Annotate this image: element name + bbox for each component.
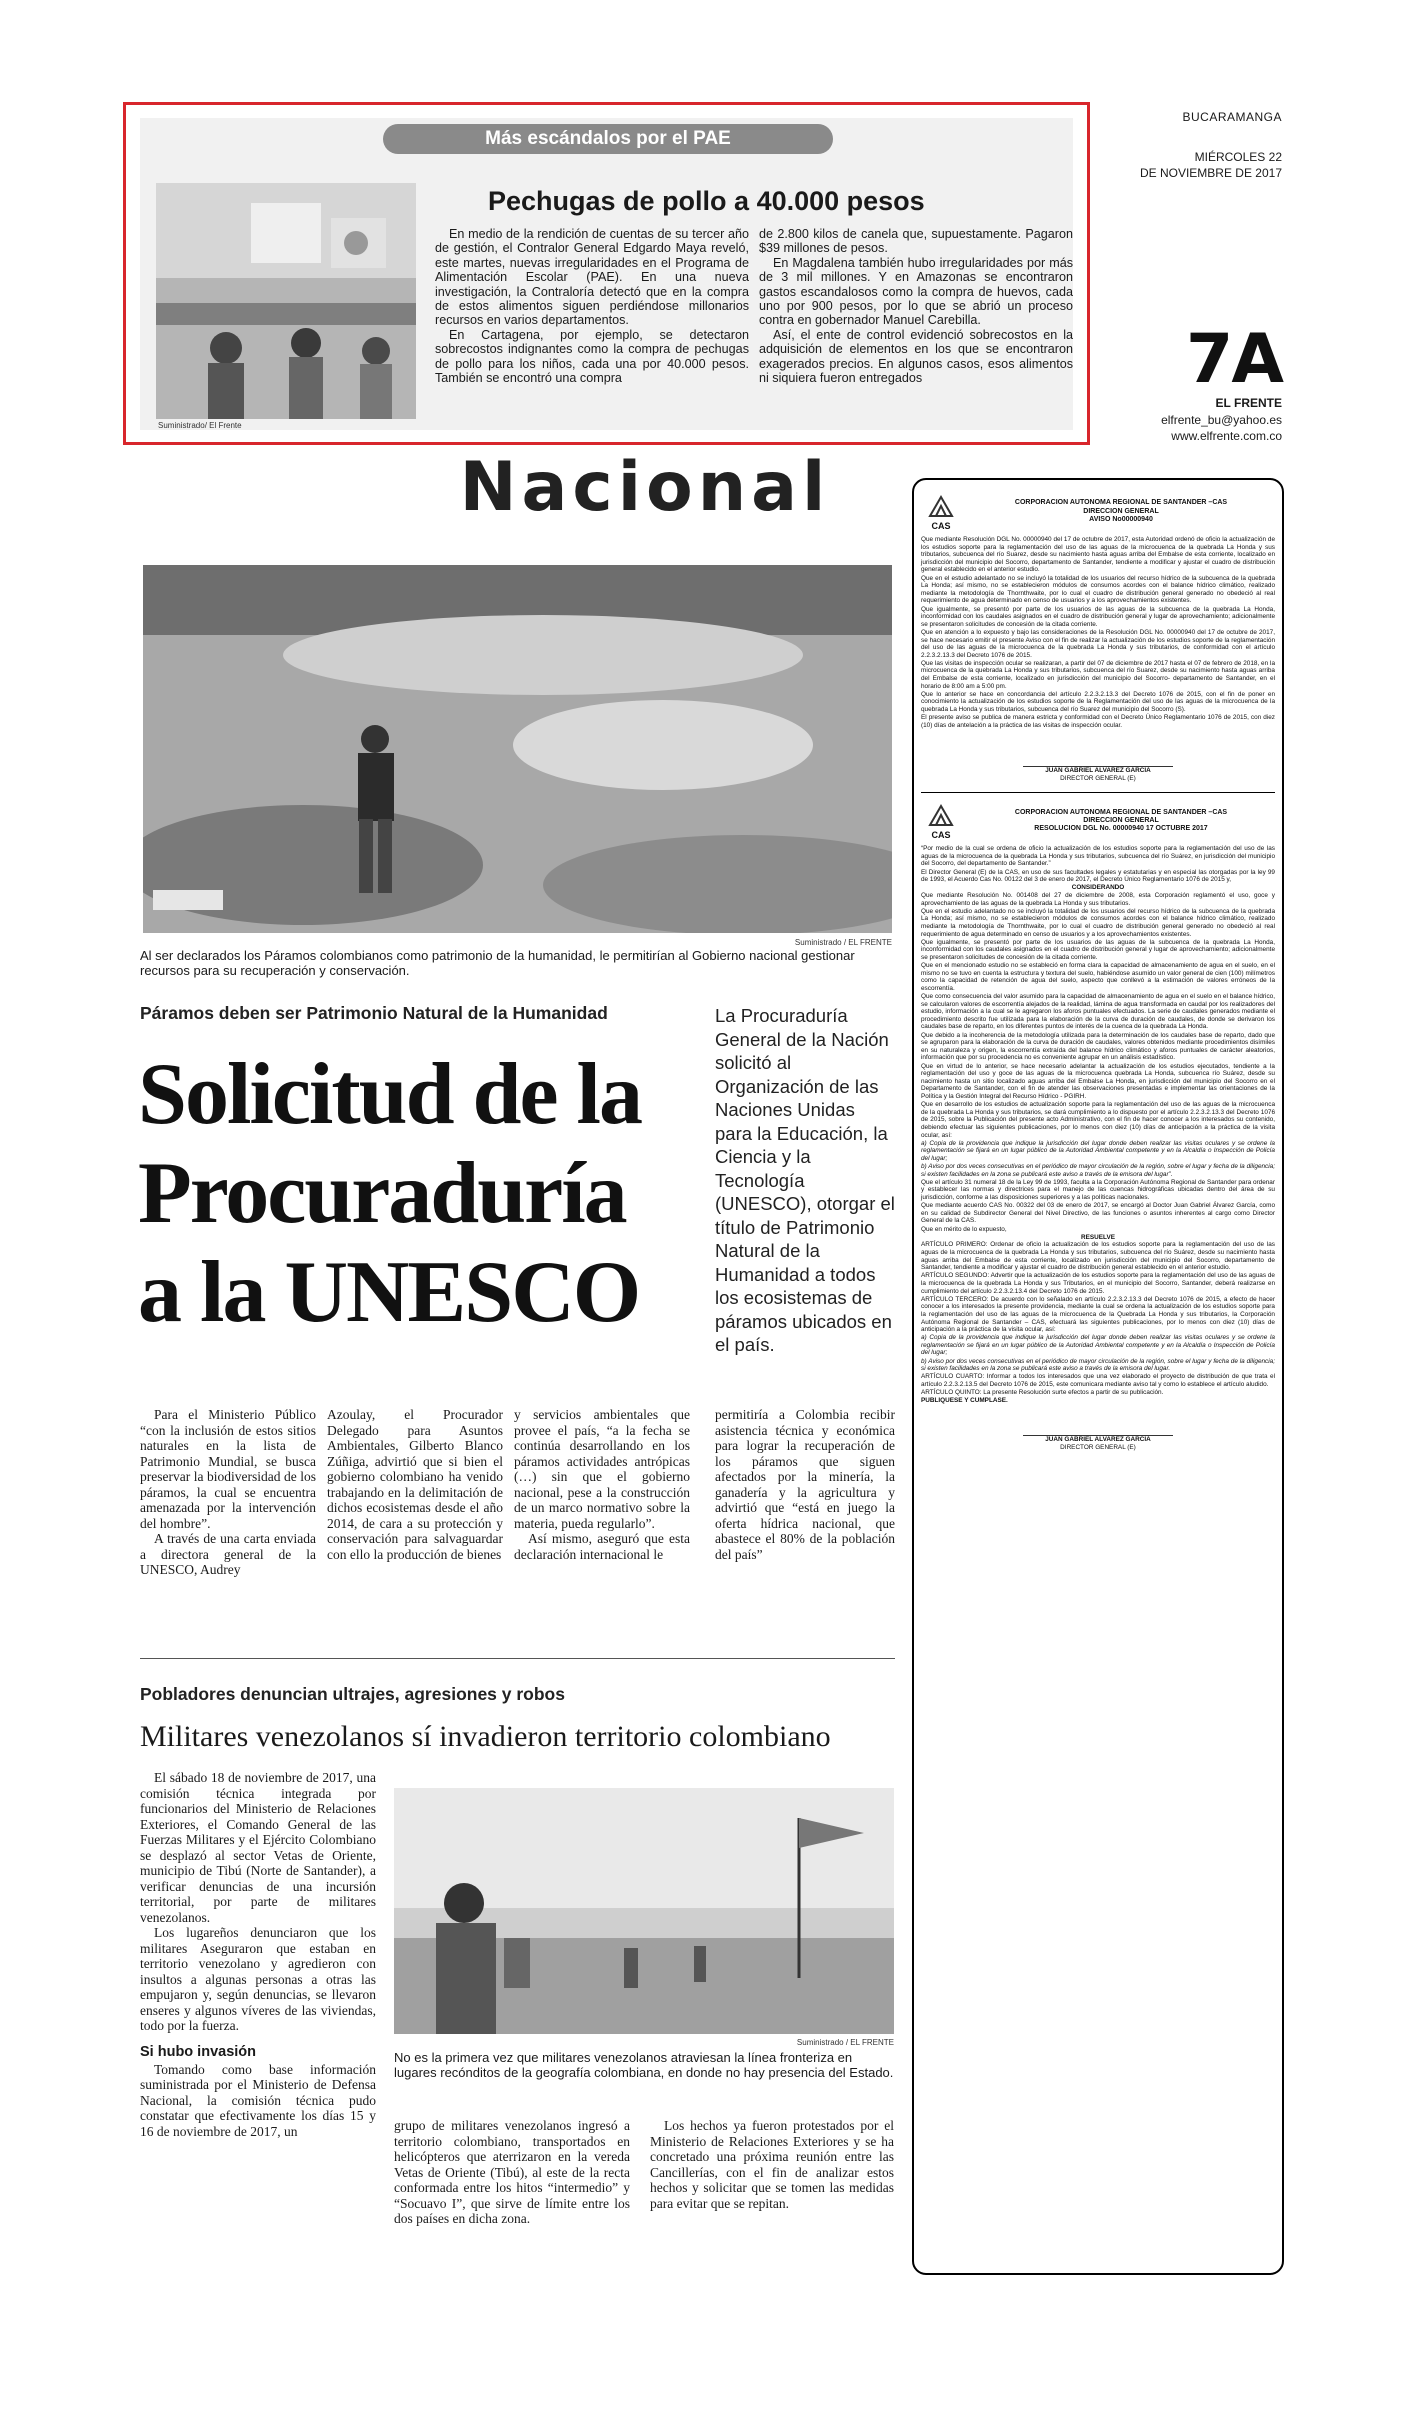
teaser-tag — [383, 124, 833, 154]
cas-logo-text: CAS — [931, 520, 951, 531]
teaser-col1 — [435, 227, 749, 385]
teaser-col2 — [759, 227, 1073, 385]
school-lunch-photo — [156, 183, 416, 419]
cas-logo — [921, 494, 961, 530]
paper-web: www.elfrente.com.co — [1171, 429, 1282, 443]
cas-org-2: CORPORACION AUTONOMA REGIONAL DE SANTANDER –CAS — [1014, 808, 1228, 816]
story2-col3 — [650, 2118, 894, 2211]
story1-headline-line3: a la UNESCO — [138, 1244, 640, 1341]
masthead-date-1: MIÉRCOLES 22 — [1194, 150, 1282, 164]
cas-aviso — [921, 488, 1275, 782]
story1-col1-p1: Para el Ministerio Público “con la inclusión de estos sitios naturales en la lista de Patrimonio Mundial, se busca preservar la biodiversidad de los páramos, la cual se encuentra amenazada por la intervención del hombre”. — [140, 1407, 316, 1531]
cas-logo-text-2: CAS — [931, 829, 951, 840]
res-c4: Que en el mencionado estudio no se estableció en forma clara la capacidad de almacenamiento de agua en el suelo, en el mismo no se tuvo en cuenta la estructura y textura del suelo, habiéndose asumido un valor general de cien (100) milímetros como la capacidad de retención de agua del suelo, aspecto que conllevó a la estimación de valores erróneos de la escorrentía. — [921, 962, 1275, 992]
res-c12: Que mediante acuerdo CAS No. 00322 del 03 de enero de 2017, se encargó al Doctor Juan Gabriel Álvarez García, como en su calidad de Subdirector General del Nivel Directivo, de las funciones o asuntos inherentes al cargo como Director General de la CAS. — [921, 1202, 1275, 1225]
military-image — [394, 1788, 894, 2034]
res-art2: ARTÍCULO SEGUNDO: Advertir que la actualización de los estudios soporte para la reglamentación del uso de las aguas de la microcuenca de la quebrada La Honda y sus Tributarios, en el municipio del Socorro, Santander, deberá realizarse en cumplimiento del artículo 2.2.3.2.13.4 del Decreto 1076 de 2015. — [921, 1272, 1275, 1295]
cas-notice — [912, 478, 1284, 2275]
story-divider — [140, 1658, 895, 1659]
res-c9: a) Copia de la providencia que indique la jurisdicción del lugar donde deben realizar las visitas oculares y se ordene la reglamentación se fijará en un lugar público de la Autoridad Ambiental competente y en la Alcaldía o Inspección de Policía del lugar; — [921, 1139, 1275, 1162]
masthead-city: BUCARAMANGA — [1182, 110, 1282, 124]
cas-resolucion — [921, 797, 1275, 1451]
res-art5: ARTÍCULO QUINTO: La presente Resolución surte efectos a partir de su publicación. — [921, 1389, 1164, 1397]
res-c13: Que en mérito de lo expuesto, — [921, 1225, 1007, 1233]
cas-org: CORPORACION AUTONOMA REGIONAL DE SANTANDER –CAS — [1014, 499, 1228, 507]
story2-col1 — [140, 1770, 376, 2139]
res-c6: Que debido a la incoherencia de la metodología utilizada para la determinación de los caudales base de reparto, dado que se agruparon para la elaboración de la curva de duración de caudales, valores obtenidos mediante procedimientos disímiles en su naturaleza y origen, la escorrentía extraída del balance hídrico climático y aforos puntuales de carácter aleatorios, información que por su procedencia no es conveniente agrupar en un análisis estadístico. — [921, 1031, 1275, 1062]
res-art1: ARTÍCULO PRIMERO: Ordenar de oficio la actualización de los estudios soporte para la reglamentación del uso de las aguas de la microcuenca de la quebrada La Honda y sus tributarios, subcuenca del río Suárez, desde su nacimiento hasta aguas arriba del Embalse de esta corriente, localizado en jurisdicción del municipio del Socorro, departamento de Santander, tendiente a modificar y ajustar el cuadro de distribución general establecido en el anterior estudio. — [921, 1241, 1275, 1272]
res-intro: “Por medio de la cual se ordena de oficio la actualización de los estudios soporte para la reglamentación del uso de las aguas de la microcuenca de la quebrada La Honda y sus tributarios, subcuenca del río Suárez, en jurisdicción del municipio del Socorro, del departamento de Santander.” — [921, 845, 1275, 868]
cas-res-title: RESOLUCION DGL No. 00000940 17 OCTUBRE 2017 — [1034, 825, 1208, 833]
military-photo — [394, 1788, 894, 2034]
res-c10: b) Aviso por dos veces consecutivas en el periódico de mayor circulación de la región, sobre el lugar y fecha de la diligencia; si existen facilidades en la zona se publicará este aviso a través de la emisora del lugar”. — [921, 1163, 1275, 1178]
aviso-p4: Que en atención a lo expuesto y bajo las consideraciones de la Resolución DGL No. 00000940 del 17 de octubre de 2017, se hace necesario emitir el presente Aviso con el fin de realizar la actualización de los estudios soporte de la reglamentación del uso de las aguas de la microcuenca de la quebrada La Honda y sus tributarios, de conformidad con el artículo 2.2.3.2.13.3 del Decreto 1076 de 2015. — [921, 628, 1275, 659]
res-art3b: b) Aviso por dos veces consecutivas en el periódico de mayor circulación de la región, sobre el lugar y fecha de la diligencia; si existen facilidades en la zona se publicará este aviso a través de la emisora del lugar. — [921, 1357, 1275, 1373]
story2-subhead: Si hubo invasión — [140, 2043, 257, 2060]
teaser-photo — [156, 183, 416, 419]
res-closing: PUBLIQUESE Y CUMPLASE. — [921, 1397, 1008, 1405]
story2-col1-p1: El sábado 18 de noviembre de 2017, una comisión técnica integrada por funcionarios del Ministerio de Relaciones Exteriores, el Comando General de las Fuerzas Militares y el Ejército Colombiano se desplazó al sector Vetas de Oriente, municipio de Tibú (Norte de Santander), a verificar denuncias de una incursión territorial, por parte de militares venezolanos. — [140, 1770, 376, 1925]
res-art4: ARTÍCULO CUARTO: Informar a todos los interesados que una vez elaborado el proyecto de distribución de que trata el artículo 2.2.3.2.13.5 del Decreto 1076 de 2015, este comunicara mediante aviso tal y como lo establece el artículo aludido. — [921, 1373, 1275, 1389]
paramo-photo — [143, 565, 892, 933]
aviso-signer: JUAN GABRIEL ALVAREZ GARCIA — [1045, 767, 1151, 774]
paramo-image — [143, 565, 892, 933]
res-c3: Que igualmente, se presentó por parte de los usuarios de las aguas de la subcuenca de la quebrada La Honda, inconformidad con los caudales asignados en el cuadro de distribución general y lugar de aprovechamiento; adicionalmente se presentaron solicitudes de concesión de la citada corriente. — [921, 938, 1275, 961]
teaser-box — [123, 102, 1090, 445]
story1-col1-p2: A través de una carta enviada a directora general de la UNESCO, Audrey — [140, 1531, 316, 1577]
res-c1: Que mediante Resolución No. 001408 del 27 de diciembre de 2008, esta Corporación reglamentó el uso, goce y aprovechamiento de las aguas de la quebrada La Honda y sus tributarios. — [921, 891, 1275, 907]
teaser-col1-p1: En medio de la rendición de cuentas de su tercer año de gestión, el Contralor General Edgardo Maya reveló, este martes, nuevas irregularidades en el Programa de Alimentación Escolar (PAE). En una nueva investigación, la Contraloría detectó que en la compra de estos alimentos siguen perdiéndose millonarios recursos en varios departamentos. — [435, 227, 749, 328]
story1-headline-line1: Solicitud de la — [138, 1046, 641, 1143]
aviso-p1: Que mediante Resolución DGL No. 00000940 del 17 de octubre de 2017, esta Autoridad ordenó de oficio la actualización de los estudios soporte para la reglamentación del uso de las aguas de la microcuenca de la quebrada La Honda y sus tributarios, subcuenca del río Suarez, desde su nacimiento hasta aguas arriba del Embalse de esta corriente, localizado en jurisdicción del municipio del Socorro, departamento de Santander, tendiente a modificar y ajustar el cuadro de distribución general establecido en el anterior estudio. — [921, 536, 1275, 574]
story2-col1-p3: Tomando como base información suministrada por el Ministerio de Defensa Nacional, la comisión técnica pudo constatar que efectivamente los días 15 y 16 de noviembre de 2017, un — [140, 2061, 376, 2139]
military-photo-credit: Suministrado / EL FRENTE — [796, 2038, 894, 2047]
teaser-col2-p1: de 2.800 kilos de canela que, supuestamente. Pagaron $39 millones de pesos. — [759, 227, 1073, 256]
story1-headline — [138, 1045, 708, 1342]
teaser-col1-p2: En Cartagena, por ejemplo, se detectaron sobrecostos indignantes como la compra de pechugas de pollo para los niños, cada una por 40.000 pesos. También se encontró una compra — [435, 327, 749, 386]
res-resuelve: RESUELVE — [1081, 1233, 1115, 1241]
cas-logo-2 — [921, 803, 961, 839]
aviso-p7: El presente aviso se publica de manera estricta y conformidad con el Decreto Único Reglamentario 1076 de 2015, con diez (10) días de antelación a la práctica de las visitas de inspección ocular. — [921, 714, 1275, 729]
res-c11: Que el artículo 31 numeral 18 de la Ley 99 de 1993, faculta a la Corporación Autónoma Regional de Santander para ordenar y establecer las normas y directrices para el manejo de las cuencas hidrográficas ubicadas dentro del área de su jurisdicción, conforme a las disposiciones superiores y a las políticas nacionales. — [921, 1178, 1275, 1202]
story1-kicker: Páramos deben ser Patrimonio Natural de la Humanidad — [140, 1003, 608, 1023]
story1-headline-line2: Procuraduría — [138, 1145, 626, 1242]
cas-logo-icon-2 — [926, 803, 956, 829]
teaser-title: Pechugas de pollo a 40.000 pesos — [488, 186, 925, 216]
aviso-signer-role: DIRECTOR GENERAL (E) — [1060, 774, 1136, 782]
story1-col4 — [715, 1407, 895, 1562]
story2-col2-p1: grupo de militares venezolanos ingresó a territorio colombiano, transportados en helicópteros que aterrizaron en la vereda Vetas de Oriente (Tibú), al este de la recta conformada entre los hitos “intermedio” y “Socuavo I”, que sirve de límite entre los dos países en dicha zona. — [394, 2118, 630, 2226]
aviso-p3: Que igualmente, se presentó por parte de los usuarios de las aguas de la subcuenca de la quebrada La Honda, inconformidad con los caudales asignados en el cuadro de distribución general y lugar de aprovechamiento; adicionalmente se presentaron solicitudes de concesión de la citada corriente. — [921, 605, 1275, 628]
story1-col1 — [140, 1407, 316, 1578]
teaser-tag-text: Más escándalos por el PAE — [485, 128, 731, 149]
paramo-photo-credit: Suministrado / EL FRENTE — [794, 938, 892, 947]
story1-col4-p1: permitiría a Colombia recibir asistencia técnica y económica para lograr la recuperación de los páramos que siguen afectados por la minería, la ganadería y la agricultura y advirtió que “está en juego la oferta hídrica nacional, que abastece el 80% de la población del país” — [715, 1407, 895, 1562]
cas-dir: DIRECCION GENERAL — [1083, 507, 1159, 515]
story2-headline: Militares venezolanos sí invadieron territorio colombiano — [140, 1720, 831, 1753]
res-art3: ARTÍCULO TERCERO: De acuerdo con lo señalado en artículo 2.2.3.2.13.3 del Decreto 1076 de 2015, a efecto de hacer conocer a los interesados la presente providencia, mediante la cual se ordena la actualización de los estudios soporte para la reglamentación del uso de las aguas de la microcuenca de la Quebrada La Honda y sus tributarios, la Corporación Autónoma Regional de Santander – CAS, efectuará las siguientes publicaciones, por lo menos con diez (10) días de anticipación a la práctica de la visita ocular, así: — [921, 1295, 1275, 1334]
teaser-photo-credit: Suministrado/ El Frente — [158, 421, 242, 430]
res-c8: Que en desarrollo de los estudios de actualización soporte para la reglamentación del uso de las aguas de la microcuenca de la quebrada La Honda y sus tributarios, se dará cumplimiento a lo dispuesto por el artículo 2.2.3.2.13.3 del Decreto 1076 de 2015, sobre la Publicación del presente acto Administrativo, con el fin de hacer conocer a los interesados su contenido, debiendo efectuar las siguientes publicaciones, por lo menos con diez (10) días de anticipación a la práctica de la visita ocular, así: — [921, 1101, 1275, 1139]
story2-col1-p2: Los lugareños denunciaron que los militares Aseguraron que estaban en territorio venezolano y agredieron con insultos a algunas personas a otras las empujaron y, según denuncias, se llevaron enseres y algunos víveres de las viviendas, todo por la fuerza. — [140, 1925, 376, 2033]
cas-logo-icon — [926, 494, 956, 520]
teaser-col2-p2: En Magdalena también hubo irregularidades por más de 3 mil millones. Y en Amazonas se encontraron gastos escandalosos como la compra de huevos, cada uno por 900 pesos, por lo que se abrió un proceso contra en gobernador Manuel Carebilla. — [759, 255, 1073, 328]
story1-col3-p1: y servicios ambientales que provee el país, “a la fecha se continúa desarrollando en los páramos actividades antrópicas (…) sin que el gobierno nacional, pese a la construcción de un marco normativo sobre la materia, pueda regularlo”. — [514, 1407, 690, 1531]
cas-dir-2: DIRECCION GENERAL — [1083, 816, 1159, 824]
story2-col3-p1: Los hechos ya fueron protestados por el Ministerio de Relaciones Exteriores y se ha concretado una próxima reunión entre las Cancillerías, con el fin de analizar estos hechos y solicitar que se tomen las medidas para evitar que se repitan. — [650, 2118, 894, 2211]
aviso-p6: Que lo anterior se hace en concordancia del artículo 2.2.3.2.13.3 del Decreto 1076 de 2015, con el fin de poner en conocimiento la actualización de los estudios soporte de la Reglamentación del uso de las aguas de la microcuenca de la quebrada La Honda y sus tributarios, subcuenca del río Suarez del municipio del Socorro (S). — [921, 690, 1275, 714]
story1-col3 — [514, 1407, 690, 1562]
paramo-caption: Al ser declarados los Páramos colombianos como patrimonio de la humanidad, le permitirían al Gobierno nacional gestionar recursos para su recuperación y conservación. — [140, 948, 855, 978]
cas-aviso-title: AVISO No00000940 — [1089, 516, 1153, 524]
masthead-date-2: DE NOVIEMBRE DE 2017 — [1139, 166, 1282, 180]
story1-col3-p2: Así mismo, aseguró que esta declaración internacional le — [514, 1531, 690, 1562]
story2-col2 — [394, 2118, 630, 2227]
section-title: Nacional — [459, 448, 831, 527]
res-body1: El Director General (E) de la CAS, en uso de sus facultades legales y estatutarias y en especial las otorgadas por la ley 99 de 1993, el Acuerdo Cas No. 00122 del 3 de enero de 2017, el Decreto Único Reglamentario 1076 de 2015 y, — [921, 868, 1275, 884]
aviso-p2: Que en el estudio adelantado no se incluyó la totalidad de los usuarios del recurso hídrico de la subcuenca de la quebrada La Honda; así mismo, no se establecieron módulos de consumos acordes con el balance hídrico climático, realizado mediante la metodología de Thornthwaite, por lo cual el cuadro de distribución general generado no obedeció al real requerimiento de agua determinado en censo de usuarios y a los aprovechamientos existentes. — [921, 574, 1275, 605]
page-number: 7A — [1186, 320, 1282, 399]
story2-kicker: Pobladores denuncian ultrajes, agresiones y robos — [140, 1684, 565, 1704]
military-caption: No es la primera vez que militares venezolanos atraviesan la línea fronteriza en lugares recónditos de la geografía colombiana, en donde no hay presencia del Estado. — [394, 2050, 894, 2080]
aviso-p5: Que las visitas de inspección ocular se realizaran, a partir del 07 de diciembre de 2017 hasta el 07 de febrero de 2018, en la microcuenca de la quebrada La Honda y sus tributarios, subcuenca del río Suarez, desde su nacimiento hasta aguas arriba del Embalse de esta corriente, localizado en jurisdicción del municipio del Socorro- departamento de Santander, en el horario de 8:00 am a 5:00 pm. — [921, 659, 1275, 690]
res-c7: Que en virtud de lo anterior, se hace necesario adelantar la actualización de los estudios ejecutados, tendiente a la reglamentación del uso y goce de las aguas de la microcuenca quebrada La Honda, subcuenca río Suárez, desde su nacimiento hasta un sitio localizado aguas arriba del Embalse La Honda, en jurisdicción del municipio del Socorro en el Departamento de Santander, con el fin de atender las observaciones presentadas e implementar las orientaciones de la Política y la Gestión Integral del Recurso Hídrico - PGIRH. — [921, 1062, 1275, 1100]
res-signer-role: DIRECTOR GENERAL (E) — [1060, 1443, 1136, 1451]
res-signer: JUAN GABRIEL ALVAREZ GARCIA — [1045, 1436, 1151, 1443]
res-considerando: CONSIDERANDO — [1071, 884, 1125, 892]
paper-name: EL FRENTE — [1215, 396, 1282, 410]
teaser-col2-p3: Así, el ente de control evidenció sobrecostos en la adquisición de elementos en los que se encontraron exagerados precios. En algunos casos, esos alimentos ni siquiera fueron entregados — [759, 327, 1073, 386]
res-c2: Que en el estudio adelantado no se incluyó la totalidad de los usuarios del recurso hídrico de la subcuenca de la quebrada La Honda; así mismo, no se establecieron módulos de consumos acordes con el balance hídrico climático, realizado mediante la metodología de Thornthwaite, por lo cual el cuadro de distribución general generado no obedeció al real requerimiento de agua determinado en censo de usuarios y a los aprovechamientos existentes. — [921, 907, 1275, 938]
story1-lead: La Procuraduría General de la Nación solicitó al Organización de las Naciones Unidas para la Educación, la Ciencia y la Tecnología (UNESCO), otorgar el título de Patrimonio Natural de la Humanidad a todos los ecosistemas de páramos ubicados en el país. — [715, 1005, 895, 1355]
res-c5: Que como consecuencia del valor asumido para la capacidad de almacenamiento de agua en el suelo en el balance hídrico, se calcularon valores de escorrentía alejados de la realidad, lámina de agua transformada en caudal por los realizadores del estudio, información a la cual se le agregaron los aforos puntuales efectuados. La serie de caudales generados mediante el procedimiento descrito fue utilizada para la elaboración de la curva de duración de caudales, de donde se derivaron los caudales base de reparto, en los diferentes puntos de interés de la cuenca de la quebrada La Honda. — [921, 993, 1275, 1031]
res-art3a: a) Copia de la providencia que indique la jurisdicción del lugar donde deben realizar las visitas oculares y se ordene la reglamentación se fijará en un lugar público de la Autoridad Ambiental competente y en la Alcaldía o Inspección de Policía del lugar; — [921, 1334, 1275, 1357]
story1-col2-p1: Azoulay, el Procurador Delegado para Asuntos Ambientales, Gilberto Blanco Zúñiga, advirtió que si bien el gobierno colombiano ha venido trabajando en la delimitación de dichos ecosistemas desde el año 2014, de cara a su protección y conservación para salvaguardar con ello la producción de bienes — [327, 1407, 503, 1562]
story1-col2 — [327, 1407, 503, 1562]
paper-email: elfrente_bu@yahoo.es — [1161, 413, 1282, 427]
